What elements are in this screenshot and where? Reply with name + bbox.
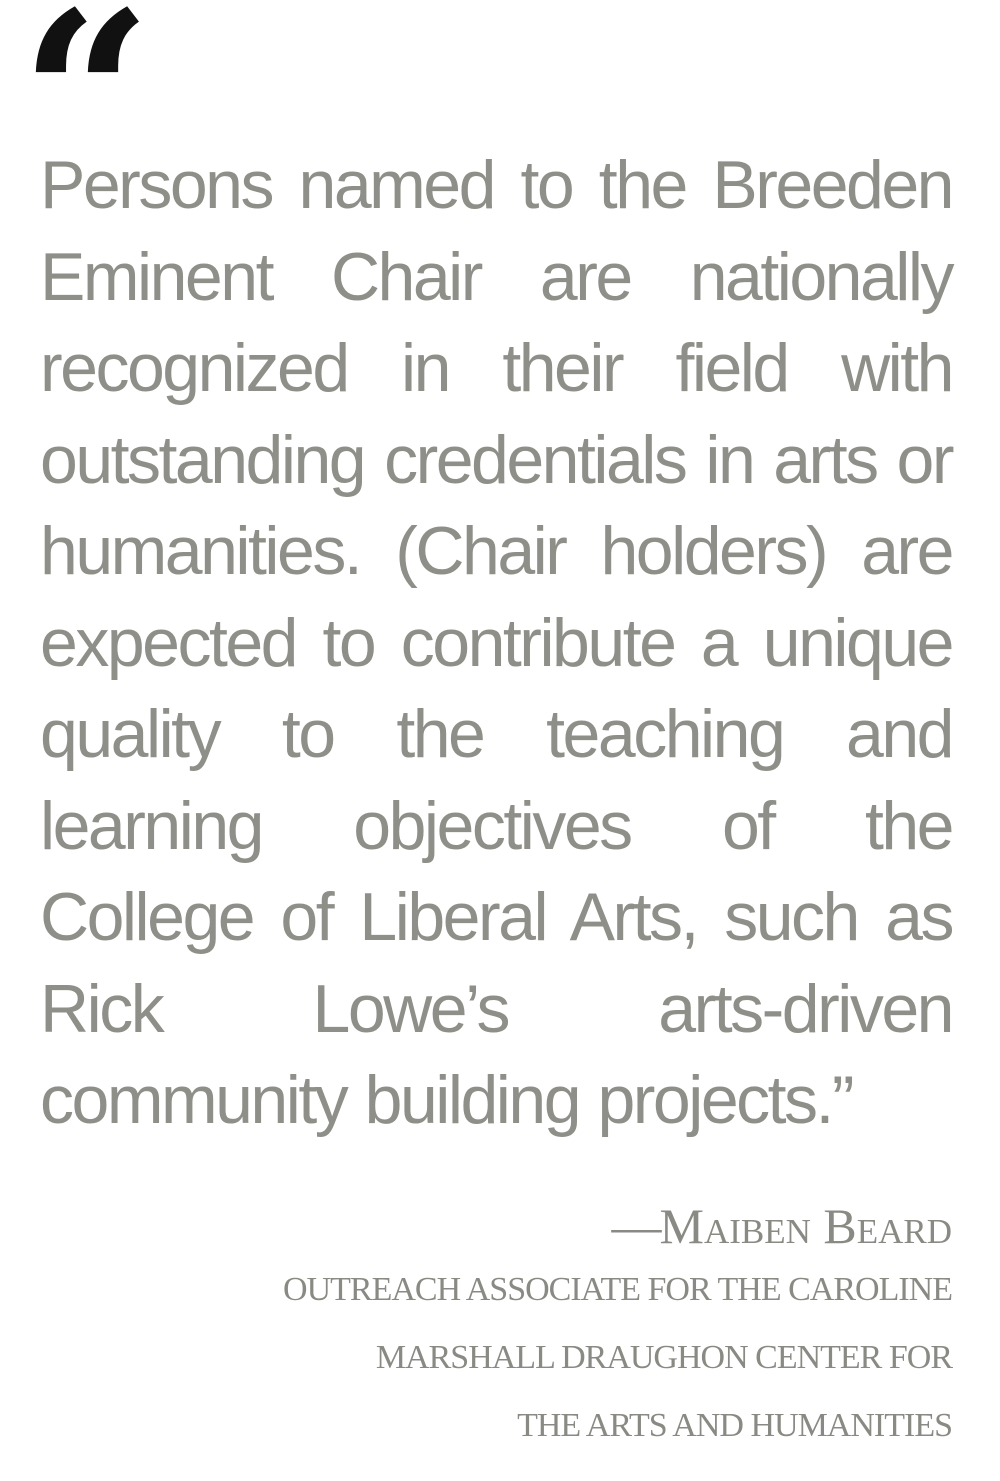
- attribution-title-line-3: THE ARTS AND HUMANITIES: [517, 1407, 952, 1444]
- attribution-name-line: [283, 1196, 952, 1256]
- attribution-dash: —: [611, 1198, 660, 1254]
- quote-text: Persons named to the Breeden Eminent Chair are nationally recognized in their field with outstanding credentials in arts or humanities. (Chair holders) are expected to contribute a unique quality to the teaching and learning objectives of the College of Liberal Arts, such as Rick Lowe’s arts-driven community building projects.”: [40, 147, 952, 1138]
- attribution-title-line-2: MARSHALL DRAUGHON CENTER FOR: [375, 1339, 952, 1376]
- attribution-name: Maiben Beard: [659, 1198, 952, 1254]
- attribution-title-line-1: OUTREACH ASSOCIATE FOR THE CAROLINE: [283, 1271, 952, 1308]
- open-quote-mark: “: [20, 0, 135, 232]
- attribution-block: [283, 1196, 952, 1460]
